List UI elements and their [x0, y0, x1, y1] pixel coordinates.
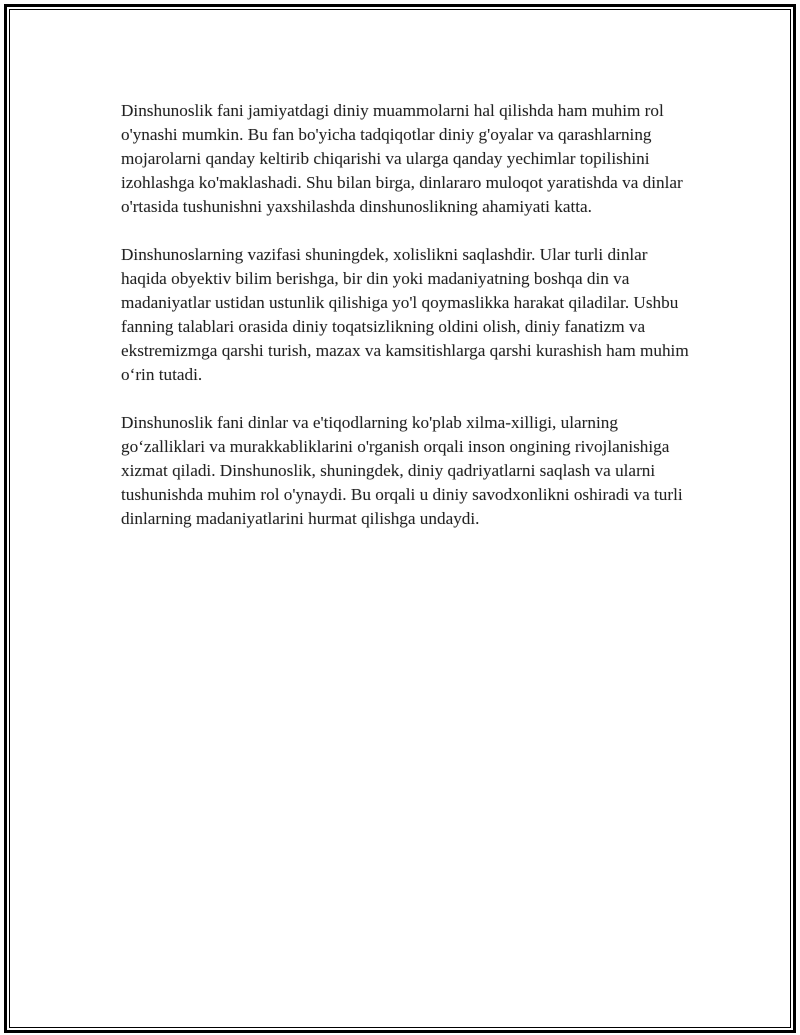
page-border [4, 4, 796, 1033]
paragraph-3: Dinshunoslik fani dinlar va e'tiqodlarning ko'plab xilma-xilligi, ularning go‘zalliklari va murakkabliklarini o'rganish orqali inson ongining rivojlanishiga xizmat qiladi. Dinshunoslik, shuningdek, diniy qadriyatlarni saqlash va ularni tushunishda muhim rol o'ynaydi. Bu orqali u diniy savodxonlikni oshiradi va turli dinlarning madaniyatlarini hurmat qilishga undaydi. [121, 413, 683, 528]
paragraph-1: Dinshunoslik fani jamiyatdagi diniy muammolarni hal qilishda ham muhim rol o'ynashi mumkin. Bu fan bo'yicha tadqiqotlar diniy g'oyalar va qarashlarning mojarolarni qanday keltirib chiqarishi va ularga qanday yechimlar topilishini izohlashga ko'maklashadi. Shu bilan birga, dinlararo muloqot yaratishda va dinlar o'rtasida tushunishni yaxshilashda dinshunoslikning ahamiyati katta. [121, 101, 683, 216]
paragraph-2: Dinshunoslarning vazifasi shuningdek, xolislikni saqlashdir. Ular turli dinlar haqida obyektiv bilim berishga, bir din yoki madaniyatning boshqa din va madaniyatlar ustidan ustunlik qilishiga yo'l qoymaslikka harakat qiladilar. Ushbu fanning talablari orasida diniy toqatsizlikning oldini olish, diniy fanatizm va ekstremizmga qarshi turish, mazax va kamsitishlarga qarshi kurashish ham muhim o‘rin tutadi. [121, 245, 689, 384]
document-body [121, 99, 693, 555]
